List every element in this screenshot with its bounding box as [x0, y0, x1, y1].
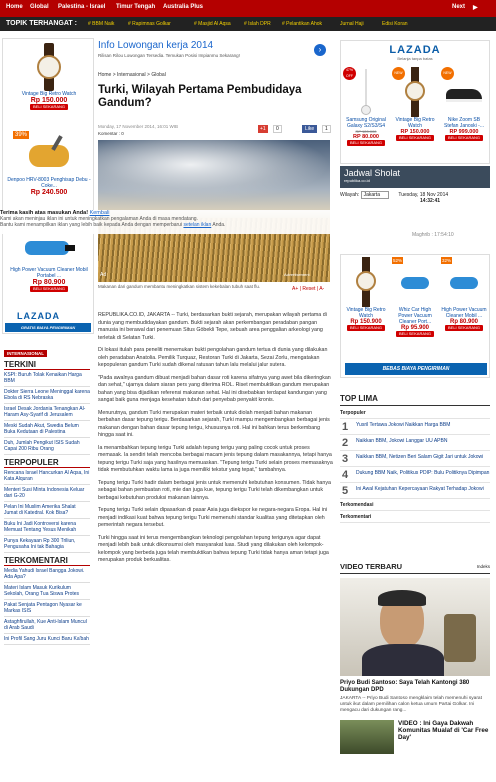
section-badge[interactable]: INTERNASIONAL [4, 350, 47, 357]
advertisement-label: Advertisement [284, 272, 310, 277]
like-count: 1 [322, 125, 331, 133]
watch-image [403, 67, 427, 117]
trend-masjid-al-aqsa[interactable]: # Masjid Al Aqsa [194, 21, 231, 27]
list-item[interactable]: Pakat Senjata Pentagon Nyasar ke Markas ISIS [4, 600, 90, 617]
trend-jurnal-haji[interactable]: Jurnal Haji [340, 21, 364, 27]
ad-product-vacuum[interactable]: 39% Denpoo HRV-8003 Penghisap Debu - Coke... Rp 240.500 [7, 132, 91, 196]
list-item[interactable]: 4 Dukung BBM Naik, Politikus PDIP: Bulu Politiknya Dipimpan [342, 469, 490, 481]
buy-now-button[interactable]: BELI SEKARANG [445, 135, 483, 141]
terpopuler-list [4, 468, 90, 553]
trending-title: TOPIK TERHANGAT : [6, 20, 77, 27]
watch-image [354, 257, 378, 307]
trend-edisi-koran[interactable]: Edisi Koran [382, 21, 408, 27]
left-sidebar [4, 350, 90, 645]
comment-count[interactable]: Komentar : 0 [98, 131, 124, 136]
list-item[interactable]: Dokter Sierra Leone Meninggal karena Ebola di RS Nebraska [4, 387, 90, 404]
nav-timur-tengah[interactable]: Timur Tengah [116, 4, 156, 10]
ad-product-car-vacuum[interactable]: High Power Vacuum Cleaner Mobil Portabel ... Rp 80.900 BELI SEKARANG [7, 229, 91, 292]
vacuum-image [446, 257, 482, 307]
left-ad-panel [2, 38, 94, 334]
lazada-logo: LAZADA [17, 311, 60, 321]
nav-next[interactable]: Next [452, 4, 466, 10]
nav-australia-plus[interactable]: Australia Plus [163, 4, 204, 10]
car-vacuum-image [19, 229, 79, 267]
terkomentari-list [4, 566, 90, 645]
list-item[interactable]: Punya Kekayaan Rp 300 Triliun, Pengusaha Ini tak Bahagia [4, 536, 90, 553]
video-index-link[interactable]: Indeks [476, 564, 490, 569]
buy-now-button[interactable]: BELI SEKARANG [30, 286, 68, 292]
list-item[interactable]: 5 Ini Awal Kejatuhan Kepercayaan Rakyat Terhadap Jokowi [340, 483, 490, 499]
list-item[interactable]: Meski Sudah Akut, Swedia Belum Buka Kedutaan di Palestina [4, 421, 90, 438]
terpopuler-heading: TERPOPULER [4, 458, 90, 468]
list-item[interactable]: Astaghfirullah, Kue Anti-Islam Muncul di Arab Saudi [4, 617, 90, 634]
free-shipping-banner[interactable]: GRATIS BIAYA PENGIRIMAN [5, 323, 91, 332]
video-headline-2[interactable]: VIDEO : Ini Gaya Dakwah Komunitas Mualaf di 'Car Free Day' [398, 720, 489, 741]
free-shipping-banner[interactable]: BEBAS BIAYA PENGIRIMAN [345, 363, 487, 375]
article-date: Monday, 17 November 2014, 16:01 WIB [98, 124, 178, 129]
ad-product-watch[interactable]: Vintage Big Retro Watch Rp 150.000 BELI SEKARANG [7, 43, 91, 110]
video-heading: VIDEO TERBARU [340, 562, 403, 571]
top-five-heading: TOP LIMA [340, 394, 490, 406]
gplus-button[interactable]: +1 [260, 126, 266, 132]
ad-choices-icon[interactable]: Ad [100, 272, 107, 278]
list-item[interactable]: 3 Naikkan BBM, Netizen Beri Salam Gigit Jari untuk Jokowi [340, 451, 490, 467]
list-item[interactable]: Materi Islam Masuk Kurikulum Sekolah, Orang Tua Siswa Protes [4, 583, 90, 600]
article-body: REPUBLIKA.CO.ID, JAKARTA -- Turki, berdasarkan bukti sejarah, merupakan wilayah pertama di dunia yang membudidayakan gandum. Bukti sejarah akan perkembangan peradaban pangan manusia ini berawal dari penemuan Situs Göbekli Tepe, sebuah area penggalian arkeologi yang terletak di Selatan Turki. Di lokasi itulah para peneliti menemukan bukti pengolahan gandum tertua di dunia yang dilakukan oleh peradaban Anatolia. Pemilik Turquaz, Restoran Turki di Jakarta, Sezai Zorlu, mengatakan kepopuleran gandum Turki sudah dikenal ratusan tahun lalu melalui jalur sutera. "Pada awalnya gandum dibuat menjadi bahan dasar roti karena sifatnya yang awet bila dikeringkan dan sehat," ujarnya dalam siaran pers yang diterima ROL. Riset membuktikan gandum merupakan bahan yang bisa dijadikan referensi makanan sehat. Hal ini disebabkan terdapat kandungan yang sangat baik guna menjaga kesehatan tubuh dari penyebab penyakit kronis. Menurutnya, gandum Turki merupakan materi terbaik untuk diolah menjadi bahan makanan berbahan dasar tepung terigu. Berdasarkan sejarah, Turki mampu mengembangkan berbagai jenis makanan dengan bahan dasar tepung terigu, khususnya roti. Hal ini bahkan terus berkembang hingga saat ini. Ia menambahkan tepung terigu Turki adalah tepung terigu yang paling cocok untuk proses memasak. Ia sendiri telah mencoba berbagai macam jenis tepung dalam masakannya, tetapi hanya tepung terigu Turki saja yang hasilnya memuaskan. "Tepung terigu Turki selain proses memasaknya tidak membutuhkan waktu lama ia juga memiliki tekstur yang tepat," tambahnya. Tepung terigu Turki hadir dalam berbagai jenis untuk memenuhi kebutuhan konsumen. Tidak hanya sebagai bahan pembuatan roti, mie dan juga kue, tepung terigu Turki telah dikembangkan untuk berbagai kebutuhan produksi makanan lainnya. Tepung terigu Turki selain dipasarkan di pasar Asia juga diekspor ke negara-negara Eropa. Hal ini menjadi indikasi kuat bahwa tepung terigu Turki memenuhi standar kualitas yang ditetapkan oleh pemerintah negara tersebut. Turki hingga saat ini terus mengembangkan teknologi pengolahan tepung terigunya agar dapat menjadi lebih baik untuk dikonsumsi oleh masyarakat luas. Studi yang dilakukan oleh kelompok-kelompok yang berbeda juga telah membuktikan bahwa tepung Turki tidak hanya aman tetapi juga merupakan produk berkualitas. [98, 312, 333, 563]
discount-badge: 39% [15, 132, 28, 138]
list-item[interactable]: KSPI: Buruh Tolak Kenaikan Harga BBM [4, 370, 90, 387]
terkini-heading: TERKINI [4, 360, 90, 370]
prayer-title: Jadwal Sholat [344, 168, 401, 178]
ad-product-nike[interactable]: NEW Nike Zoom SB Stefan Janoski -... RP 999.000 BELI SEKARANG [441, 67, 487, 141]
right-ad-panel-mid [340, 254, 490, 378]
terkomentari-heading: TERKOMENTARI [4, 556, 90, 566]
top-nav [0, 0, 496, 17]
list-item[interactable]: Ini Profil Sang Juru Kunci Baru Ka'bah [4, 634, 90, 645]
list-item[interactable]: Israel Desak Jordania Tenangkan Al-Haram Asy-Syarif di Jerusalem [4, 404, 90, 421]
video-headline[interactable]: Priyo Budi Santoso: Saya Telah Kantongi 380 Dukungan DPD [340, 680, 470, 693]
earphones-image [356, 67, 376, 117]
feedback-back-link[interactable]: Kembali [89, 210, 110, 216]
ad-feedback-notice: Terima kasih atas masukan Anda! Kembali Kami akan meninjau iklan ini untuk meningkatkan pengalaman Anda di masa mendatang. Bantu kami menampilkan iklan yang lebih baik kepada Anda dengan memperbarui setelan iklan Anda. [0, 210, 340, 234]
shoe-image [444, 67, 484, 117]
ad-product-whiz-vacuum[interactable]: 52% Whiz Car High Power Vacuum Cleaner Port... Rp 95.900 BELI SEKARANG [392, 257, 438, 337]
ad-product-car-vacuum-2[interactable]: 32% High Power Vacuum Cleaner Mobil ... Rp 80.900 BELI SEKARANG [441, 258, 487, 330]
trending-bar [0, 17, 496, 31]
ad-product-watch-2[interactable]: NEW Vintage Big Retro Watch RP 150.000 BELI SEKARANG [392, 67, 438, 141]
font-size-controls[interactable]: A+ | Reset | A- [292, 286, 325, 292]
video-description: JAKARTA -- Priyo Budi Santoso mengklaim telah memenuhi syarat untuk ikut dalam pemilihan calon ketua umum Partai Golkar. Ini mengacu dari dukungan rang... [340, 696, 482, 713]
maghrib-time: Maghrib : 17:54:10 [412, 232, 454, 238]
list-item[interactable]: Pelan Ini Muslim Amerika Shalat Jumat di Katedral. Kok Bisa? [4, 502, 90, 519]
buy-now-button[interactable]: BELI SEKARANG [445, 325, 483, 331]
vacuum-image [397, 257, 433, 307]
watch-image [32, 43, 66, 91]
video-thumbnail-2[interactable] [340, 720, 394, 754]
buy-now-button[interactable]: BELI SEKARANG [347, 325, 385, 331]
job-info-banner[interactable]: Info Lowongan kerja 2014 Rilisan Rilou Lowongan Tersedia. Temukan Posisi Impianmu Sekarang! › [98, 40, 332, 68]
top-five-widget [340, 394, 490, 523]
lazada-logo: LAZADA [389, 44, 441, 56]
latest-video-widget [340, 562, 490, 778]
buy-now-button[interactable]: BELI SEKARANG [30, 104, 68, 110]
image-caption: Makanan dari gandum membantu meningkatkan sistem kekebalan tubuh saat flu. [98, 284, 261, 289]
list-item[interactable]: Duh, Jumlah Pengikut ISIS Sudah Capai 200 Ribu Orang [4, 438, 90, 455]
buy-now-button[interactable]: BELI SEKARANG [396, 331, 434, 337]
gplus-count: 0 [273, 125, 282, 133]
prayer-schedule-widget: Jadwal Sholat republika.co.id Wilayah: Jakarta Tuesday, 18 Nov 2014 14:32:41 [340, 166, 490, 218]
trend-islah-dpr[interactable]: # Islah DPR [244, 21, 271, 27]
list-item[interactable]: Rencana Israel Hancurkan Al Aqsa, Ini Kata Alquran [4, 468, 90, 485]
tab-terkomentari[interactable]: Terkomentari [340, 514, 490, 523]
chevron-right-icon[interactable]: ▶ [473, 5, 478, 11]
breadcrumb: Home > Internasional > Global [98, 72, 166, 78]
list-item[interactable]: 2 Naikkan BBM, Jokowi Langgar UU APBN [340, 435, 490, 451]
arrow-right-icon[interactable]: › [314, 44, 326, 56]
article-title: Turki, Wilayah Pertama Pembudidaya Gandum? [98, 84, 302, 109]
facebook-like-button[interactable]: Like [302, 125, 317, 133]
top-five-list [340, 419, 490, 499]
nav-global[interactable]: Global [30, 4, 49, 10]
ad-product-watch-3[interactable]: Vintage Big Retro Watch Rp 150.900 BELI SEKARANG [343, 257, 389, 331]
tab-terkomendasi[interactable]: Terkomendasi [340, 502, 490, 511]
top-five-subtitle[interactable]: Terpopuler [340, 410, 490, 419]
trend-bbm-naik[interactable]: # BBM Naik [88, 21, 115, 27]
vacuum-image [19, 131, 79, 177]
region-select[interactable]: Jakarta [361, 191, 389, 199]
nav-home[interactable]: Home [6, 4, 23, 10]
right-ad-panel-top: LAZADA Belanja tanpa batas 47% OFF Samsung Original Galaxy S2/S3/S4 RP 120.000 RP 80.000 BELI SEKARANG NEW Vintage Big Retro Watch RP 150.000 BELI SEKARANG NEW Nike Zoom SB Stefan Janoski -... RP 999.000 BELI SEKARANG [340, 40, 490, 164]
trend-pelantikan-ahok[interactable]: # Pelantikan Ahok [282, 21, 323, 27]
list-item[interactable]: 1 Yusril Tertawa Jokowi Naikkan Harga BBM [340, 419, 490, 435]
nav-palestina-israel[interactable]: Palestina - Israel [58, 4, 106, 10]
trend-rapimnas-golkar[interactable]: # Rapimnas Golkar [128, 21, 171, 27]
buy-now-button[interactable]: BELI SEKARANG [396, 135, 434, 141]
ad-settings-link[interactable]: setelan iklan [183, 222, 212, 228]
list-item[interactable]: Menteri Susi Minta Indonesia Keluar dari G-20 [4, 485, 90, 502]
list-item[interactable]: Media Yahudi Israel Bangga Jokowi. Ada Apa? [4, 566, 90, 583]
list-item[interactable]: Buku Ini Jadi Kontroversi karena Memuat Tentang Yesus Menikah [4, 519, 90, 536]
video-thumbnail[interactable] [340, 578, 490, 676]
buy-now-button[interactable]: BELI SEKARANG [347, 140, 385, 146]
feedback-title: Terima kasih atas masukan Anda! [0, 210, 89, 216]
ad-product-samsung[interactable]: 47% OFF Samsung Original Galaxy S2/S3/S4 RP 120.000 RP 80.000 BELI SEKARANG [343, 67, 389, 146]
terkini-list [4, 370, 90, 455]
